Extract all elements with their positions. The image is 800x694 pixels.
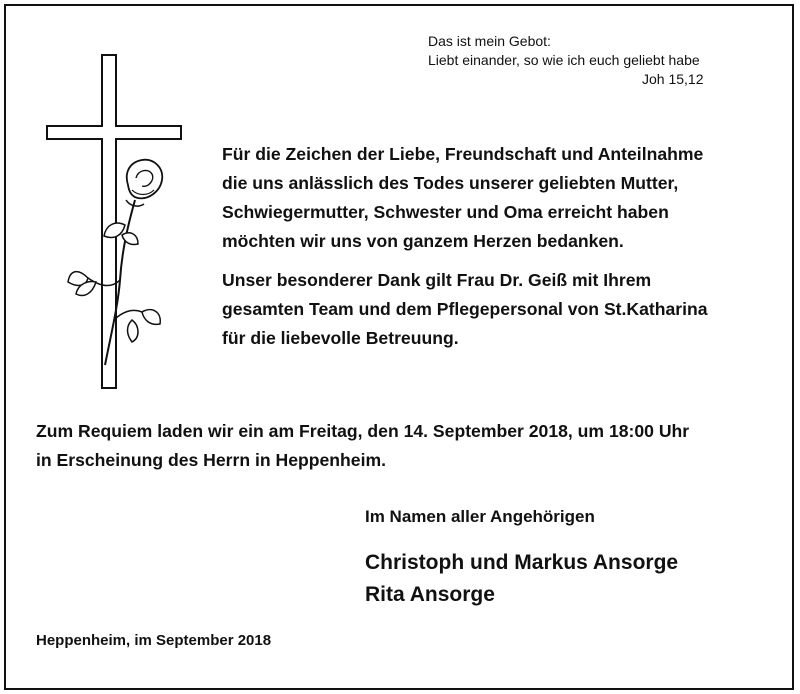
- bible-verse: [428, 32, 704, 87]
- requiem-announcement: [36, 417, 776, 475]
- thanks-paragraph-1: [222, 140, 782, 256]
- place-and-date: Heppenheim, im September 2018: [36, 632, 272, 649]
- signature-names: [365, 547, 678, 611]
- requiem-line: Zum Requiem laden wir ein am Freitag, den 14. September 2018, um 18:00 Uhr: [36, 421, 690, 441]
- verse-line-2: Liebt einander, so wie ich euch geliebt habe: [428, 52, 700, 68]
- signature-name: Christoph und Markus Ansorge: [365, 551, 679, 574]
- thanks-line: für die liebevolle Betreuung.: [222, 328, 459, 348]
- thanks-line: Für die Zeichen der Liebe, Freundschaft und Anteilnahme: [222, 144, 704, 164]
- verse-line-1: Das ist mein Gebot:: [428, 33, 551, 49]
- cross-with-rose-icon: [40, 50, 190, 395]
- signature-name: Rita Ansorge: [365, 583, 495, 606]
- verse-reference: Joh 15,12: [642, 71, 704, 87]
- requiem-line: in Erscheinung des Herrn in Heppenheim.: [36, 450, 386, 470]
- thanks-line: gesamten Team und dem Pflegepersonal von St.Katharina: [222, 299, 708, 319]
- signature-intro: Im Namen aller Angehörigen: [365, 507, 595, 526]
- thanks-paragraph-2: [222, 266, 782, 353]
- thanks-line: die uns anlässlich des Todes unserer geliebten Mutter,: [222, 173, 679, 193]
- thanks-text: [222, 140, 782, 363]
- thanks-line: Unser besonderer Dank gilt Frau Dr. Geiß mit Ihrem: [222, 270, 652, 290]
- thanks-line: möchten wir uns von ganzem Herzen bedanken.: [222, 231, 624, 251]
- thanks-line: Schwiegermutter, Schwester und Oma erreicht haben: [222, 202, 669, 222]
